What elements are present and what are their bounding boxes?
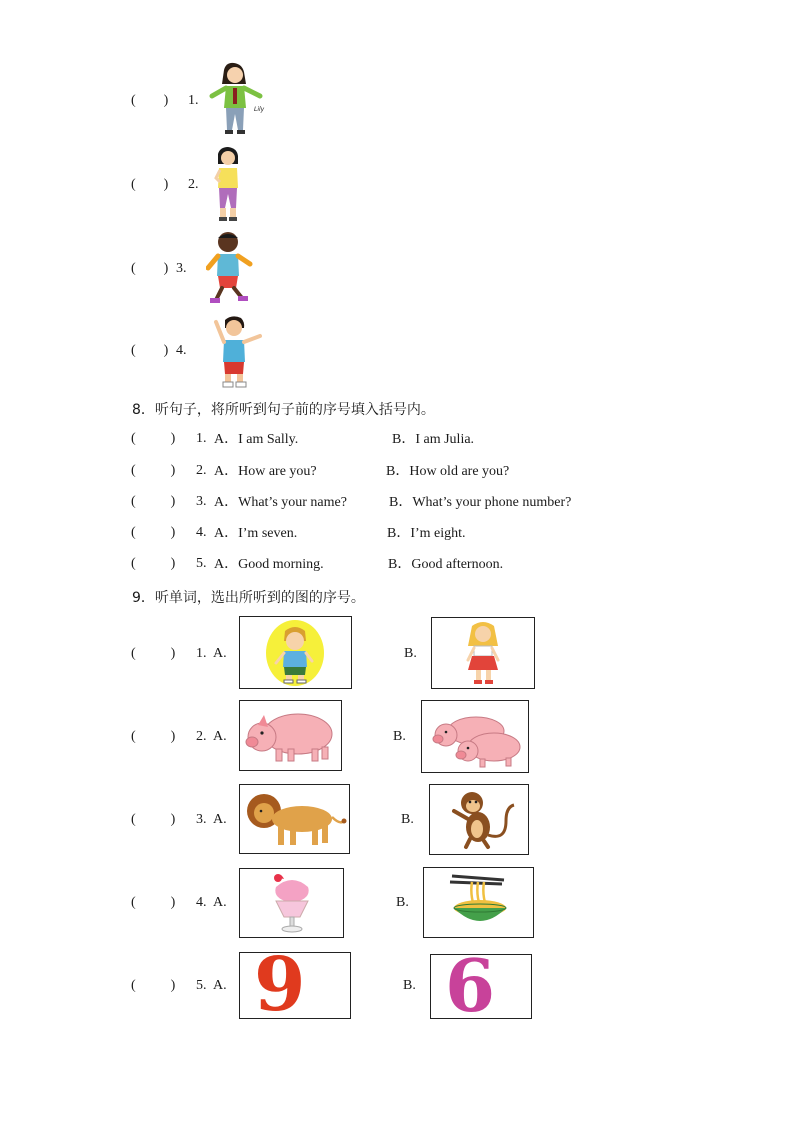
- option-b-label: B.: [396, 895, 409, 910]
- answer-bracket[interactable]: ( ): [131, 343, 169, 358]
- option-a-label: A.: [213, 646, 227, 661]
- option-b-label: B.: [401, 812, 414, 827]
- option-a[interactable]: A．What’s your name?: [214, 495, 347, 510]
- girl-picture: [212, 146, 244, 222]
- section-8-title: 8．听句子，将所听到句子前的序号填入括号内。: [132, 402, 435, 418]
- item-number: 3.: [176, 261, 187, 276]
- answer-bracket[interactable]: ( ): [131, 895, 176, 910]
- option-b[interactable]: B．I’m eight.: [387, 526, 466, 541]
- option-a-number-nine-picture[interactable]: [239, 952, 351, 1019]
- item-number: 2.: [188, 177, 199, 192]
- boy-waving-picture: [212, 314, 264, 390]
- answer-bracket[interactable]: ( ): [131, 494, 176, 509]
- option-b-label: B.: [393, 729, 406, 744]
- option-a-lion-picture[interactable]: [239, 784, 350, 854]
- option-b[interactable]: B．What’s your phone number?: [389, 495, 572, 510]
- answer-bracket[interactable]: ( ): [131, 463, 176, 478]
- option-b-noodles-picture[interactable]: [423, 867, 534, 938]
- option-a-boy-picture[interactable]: [239, 616, 352, 689]
- answer-bracket[interactable]: ( ): [131, 978, 176, 993]
- option-b-girl-picture[interactable]: [431, 617, 535, 689]
- girl-lily-picture: [208, 60, 270, 138]
- option-a[interactable]: A．I am Sally.: [214, 432, 299, 447]
- item-number: 5.: [196, 978, 207, 993]
- option-a[interactable]: A．I’m seven.: [214, 526, 298, 541]
- option-b[interactable]: B．Good afternoon.: [388, 557, 504, 572]
- option-a-label: A.: [213, 729, 227, 744]
- answer-bracket[interactable]: ( ): [131, 93, 169, 108]
- option-a-ice-cream-picture[interactable]: [239, 868, 344, 938]
- option-a[interactable]: A．Good morning.: [214, 557, 324, 572]
- option-b-label: B.: [404, 646, 417, 661]
- item-number: 1.: [188, 93, 199, 108]
- option-a[interactable]: A．How are you?: [214, 464, 317, 479]
- option-b-number-six-picture[interactable]: [430, 954, 532, 1019]
- option-b[interactable]: B．How old are you?: [386, 464, 510, 479]
- section-9-title: 9．听单词，选出所听到的图的序号。: [132, 590, 365, 606]
- item-number: 4.: [196, 525, 207, 540]
- item-number: 5.: [196, 556, 207, 571]
- option-b-pigs-picture[interactable]: [421, 700, 529, 773]
- digit-nine: 9: [254, 952, 306, 1019]
- option-a-pig-picture[interactable]: [239, 700, 342, 771]
- option-a-label: A.: [213, 895, 227, 910]
- option-b-label: B.: [403, 978, 416, 993]
- boy-picture: [206, 230, 254, 306]
- answer-bracket[interactable]: ( ): [131, 177, 169, 192]
- item-number: 2.: [196, 463, 207, 478]
- answer-bracket[interactable]: ( ): [131, 812, 176, 827]
- answer-bracket[interactable]: ( ): [131, 729, 176, 744]
- item-number: 2.: [196, 729, 207, 744]
- option-a-label: A.: [213, 978, 227, 993]
- item-number: 1.: [196, 431, 207, 446]
- option-b-monkey-picture[interactable]: [429, 784, 529, 855]
- item-number: 4.: [176, 343, 187, 358]
- option-a-label: A.: [213, 812, 227, 827]
- digit-six: 6: [445, 954, 496, 1019]
- item-number: 3.: [196, 494, 207, 509]
- answer-bracket[interactable]: ( ): [131, 525, 176, 540]
- item-number: 3.: [196, 812, 207, 827]
- item-number: 1.: [196, 646, 207, 661]
- answer-bracket[interactable]: ( ): [131, 646, 176, 661]
- option-b[interactable]: B．I am Julia.: [392, 432, 475, 447]
- item-number: 4.: [196, 895, 207, 910]
- lily-caption: Lily: [254, 106, 265, 113]
- answer-bracket[interactable]: ( ): [131, 431, 176, 446]
- answer-bracket[interactable]: ( ): [131, 261, 169, 276]
- answer-bracket[interactable]: ( ): [131, 556, 176, 571]
